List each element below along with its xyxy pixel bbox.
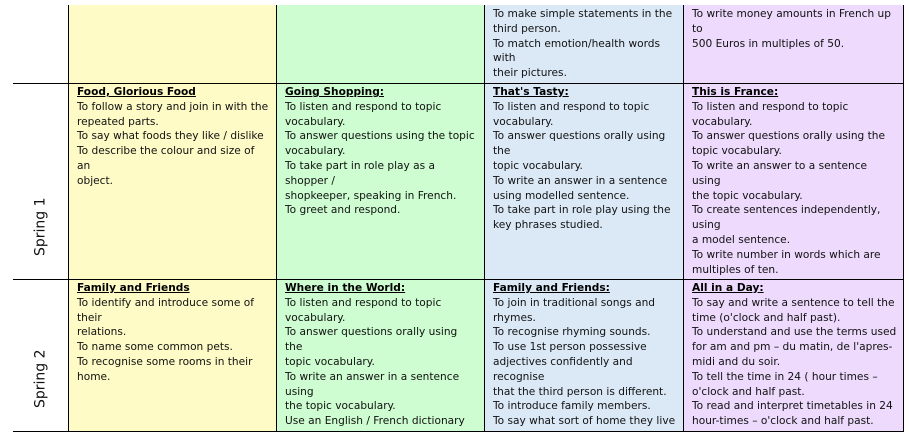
objective-line: To read and interpret timetables in 24 bbox=[692, 400, 893, 413]
objective-line: o'clock and half past. bbox=[692, 385, 805, 398]
objective-line: midi and du soir. bbox=[692, 355, 781, 368]
objective-line: object. bbox=[77, 174, 114, 187]
objective-line: To tell the time in 24 ( hour times – bbox=[692, 370, 878, 383]
objective-line: their pictures. bbox=[493, 67, 567, 80]
objective-line: To recognise rhyming sounds. bbox=[493, 326, 651, 339]
objective-line: To take part in role play using the bbox=[493, 204, 671, 217]
objective-line: To write an answer to a sentence using bbox=[692, 159, 868, 187]
objective-line: To join in traditional songs and bbox=[493, 296, 656, 309]
objective-line: topic vocabulary. bbox=[285, 355, 375, 368]
unit-title: Family and Friends: bbox=[493, 282, 610, 294]
objective-line: using modelled sentence. bbox=[493, 189, 630, 202]
objective-line: for am and pm – du matin, de l'apres- bbox=[692, 341, 893, 354]
table-cell bbox=[277, 84, 485, 280]
objective-line: rhymes. bbox=[493, 311, 536, 324]
objective-line: the topic vocabulary. bbox=[692, 189, 803, 202]
unit-title: Food, Glorious Food bbox=[77, 86, 196, 98]
objective-line: To listen and respond to topic bbox=[493, 100, 650, 113]
row-label-cell bbox=[13, 5, 69, 84]
objective-line: To write an answer in a sentence using bbox=[285, 370, 460, 398]
unit-title: All in a Day: bbox=[692, 282, 764, 294]
table-cell bbox=[69, 5, 277, 84]
objective-line: To write an answer in a sentence bbox=[493, 174, 668, 187]
table-cell bbox=[69, 84, 277, 280]
objective-line: time (o'clock and half past). bbox=[692, 311, 841, 324]
table-cell bbox=[684, 280, 904, 432]
objective-line: To say and write a sentence to tell the bbox=[692, 296, 895, 309]
objective-line: To answer questions orally using the bbox=[285, 326, 458, 354]
objective-line: topic vocabulary. bbox=[692, 145, 782, 158]
row-label: Spring 2 bbox=[32, 349, 49, 409]
objective-line: topic vocabulary. bbox=[493, 159, 583, 172]
objective-line: To say what foods they like / dislike bbox=[77, 130, 264, 143]
objective-line: To identify and introduce some of their bbox=[77, 296, 254, 324]
objective-line: that the third person is different. bbox=[493, 385, 667, 398]
unit-title: This is France: bbox=[692, 86, 779, 98]
table-cell bbox=[485, 280, 684, 432]
objective-line: relations. bbox=[77, 326, 127, 339]
objective-line: multiples of ten. bbox=[692, 263, 779, 276]
objective-line: vocabulary. bbox=[285, 311, 346, 324]
objective-line: 500 Euros in multiples of 50. bbox=[692, 37, 845, 50]
table-cell bbox=[485, 84, 684, 280]
unit-title: Family and Friends bbox=[77, 282, 190, 294]
row-label-cell bbox=[13, 280, 69, 432]
objective-line: To name some common pets. bbox=[77, 341, 233, 354]
objective-line: vocabulary. bbox=[285, 145, 346, 158]
objective-line: To listen and respond to topic bbox=[285, 296, 442, 309]
objective-line: a model sentence. bbox=[692, 233, 791, 246]
objective-line: To write number in words which are bbox=[692, 248, 881, 261]
objective-line: To recognise some rooms in their home. bbox=[77, 355, 253, 383]
objective-line: adjectives confidently and recognise bbox=[493, 355, 633, 383]
objective-line: vocabulary. bbox=[285, 115, 346, 128]
objective-line: To use 1st person possessive bbox=[493, 341, 647, 354]
objective-line: To create sentences independently, using bbox=[692, 204, 881, 232]
objective-line: the topic vocabulary. bbox=[285, 400, 396, 413]
table-cell bbox=[684, 5, 904, 84]
objective-line: hour-times – o'clock and half past. bbox=[692, 415, 874, 428]
table-cell bbox=[277, 5, 485, 84]
objective-line: To answer questions using the topic bbox=[285, 130, 475, 143]
objective-line: To match emotion/health words with bbox=[493, 37, 661, 65]
objective-line: To listen and respond to topic bbox=[692, 100, 849, 113]
unit-title: Where in the World: bbox=[285, 282, 406, 294]
table-cell bbox=[684, 84, 904, 280]
objective-line: To greet and respond. bbox=[285, 204, 401, 217]
objective-line: To answer questions orally using the bbox=[692, 130, 886, 143]
objective-line: To make simple statements in the bbox=[493, 8, 673, 20]
objective-line: To understand and use the terms used bbox=[692, 326, 897, 339]
objective-line: vocabulary. bbox=[493, 115, 554, 128]
objective-line: To follow a story and join in with the bbox=[77, 100, 269, 113]
objective-line: To listen and respond to topic bbox=[285, 100, 442, 113]
objective-line: To say what sort of home they live bbox=[493, 415, 676, 428]
objective-line: shopkeeper, speaking in French. bbox=[285, 189, 457, 202]
objective-line: To describe the colour and size of an bbox=[77, 145, 255, 172]
objective-line: Use an English / French dictionary bbox=[285, 415, 465, 428]
objective-line: To answer questions orally using the bbox=[493, 130, 666, 158]
objective-line: To take part in role play as a shopper / bbox=[285, 159, 436, 187]
objective-line: third person. bbox=[493, 22, 561, 35]
row-label: Spring 1 bbox=[32, 197, 49, 257]
table-cell bbox=[485, 5, 684, 84]
row-label-cell bbox=[13, 84, 69, 280]
objective-line: To introduce family members. bbox=[493, 400, 651, 413]
objective-line: To write money amounts in French up to bbox=[692, 8, 891, 35]
objective-line: key phrases studied. bbox=[493, 219, 603, 232]
unit-title: That's Tasty: bbox=[493, 86, 569, 98]
objective-line: vocabulary. bbox=[692, 115, 753, 128]
objective-line: repeated parts. bbox=[77, 115, 159, 128]
table-cell bbox=[69, 280, 277, 432]
table-cell bbox=[277, 280, 485, 432]
unit-title: Going Shopping: bbox=[285, 86, 385, 98]
